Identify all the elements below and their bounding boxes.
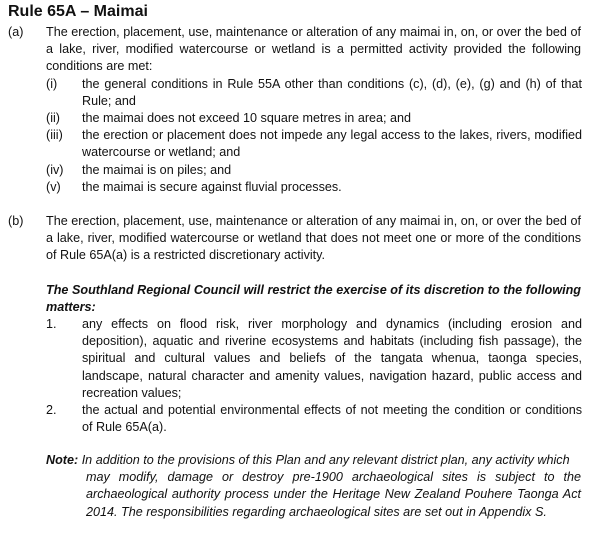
clause-b-label: (b) [8, 214, 24, 228]
matter-text: the actual and potential environmental effects of not meeting the condition or conditions of Rule 65A(a). [82, 403, 582, 435]
clause-b-text: The erection, placement, use, maintenance or alteration of any maimai in, on, or over the bed of a lake, river, modified watercourse or wetland that does not meet one or more of the conditions of Rule 65A(a) is a restricted discretionary activity. [46, 214, 581, 263]
clause-a-text: The erection, placement, use, maintenance or alteration of any maimai in, on, or over the bed of a lake, river, modified watercourse or wetland is a permitted activity provided the following conditions are met: [46, 25, 581, 74]
note-rest-text: may modify, damage or destroy pre-1900 archaeological sites is subject to the archaeological authority process under the Heritage New Zealand Pouhere Taonga Act 2014. The responsibilities regarding archaeological sites are set out in Appendix S. [86, 470, 581, 519]
condition-text: the maimai is on piles; and [82, 163, 232, 177]
matter-label: 1. [46, 317, 57, 331]
condition-text: the erection or placement does not impede any legal access to the lakes, rivers, modified watercourse or wetland; and [82, 128, 582, 160]
note-label: Note: [46, 453, 79, 467]
condition-label: (ii) [46, 111, 60, 125]
condition-text: the general conditions in Rule 55A other than conditions (c), (d), (e), (g) and (h) of that Rule; and [82, 77, 582, 109]
condition-text: the maimai does not exceed 10 square metres in area; and [82, 111, 412, 125]
note-first-line [46, 452, 581, 469]
condition-label: (iii) [46, 128, 63, 142]
matter-text: any effects on flood risk, river morphology and dynamics (including erosion and deposition), aquatic and riverine ecosystems and habitats (including fish passage), the spiritual and cultural values and beliefs of the tangata whenua, taonga species, landscape, natural character and amenity values, navigation hazard, public access and recreation values; [82, 317, 582, 400]
note-first-text: In addition to the provisions of this Plan and any relevant district plan, any activity which [81, 453, 570, 467]
condition-label: (iv) [46, 163, 64, 177]
clause-a-label: (a) [8, 25, 24, 39]
condition-text: the maimai is secure against fluvial processes. [82, 180, 342, 194]
note-block [46, 452, 581, 519]
condition-label: (i) [46, 77, 58, 91]
matter-label: 2. [46, 403, 57, 417]
matters-heading: The Southland Regional Council will restrict the exercise of its discretion to the following matters: [46, 283, 581, 315]
rule-title: Rule 65A – Maimai [8, 3, 148, 20]
condition-label: (v) [46, 180, 61, 194]
